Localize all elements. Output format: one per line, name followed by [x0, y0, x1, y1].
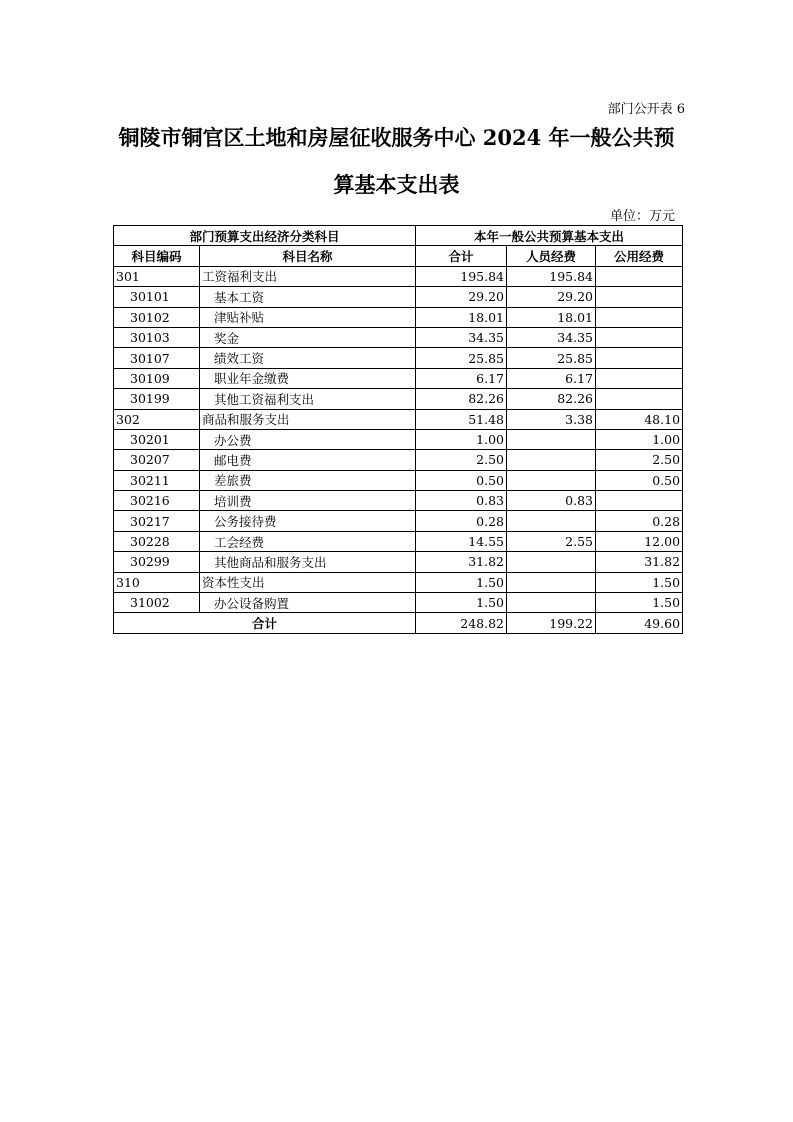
cell-public: 31.82	[596, 552, 683, 572]
cell-public: 1.00	[596, 429, 683, 449]
cell-total: 0.28	[416, 511, 507, 531]
table-row	[114, 348, 683, 368]
table-row	[114, 491, 683, 511]
cell-name: 工会经费	[200, 531, 416, 551]
cell-name: 差旅费	[200, 470, 416, 490]
table-row	[114, 572, 683, 592]
table-body	[114, 266, 683, 613]
cell-code: 30107	[114, 348, 200, 368]
header-group-right: 本年一般公共预算基本支出	[416, 226, 683, 246]
document-label: 部门公开表 6	[607, 102, 685, 117]
cell-public	[596, 389, 683, 409]
cell-name: 奖金	[200, 327, 416, 347]
cell-code: 302	[114, 409, 200, 429]
cell-total: 18.01	[416, 307, 507, 327]
table-row	[114, 287, 683, 307]
table-row	[114, 307, 683, 327]
table-row	[114, 531, 683, 551]
cell-personnel: 2.55	[507, 531, 596, 551]
table-row	[114, 327, 683, 347]
cell-personnel	[507, 429, 596, 449]
page-title-line2: 算基本支出表	[333, 172, 460, 197]
cell-total: 25.85	[416, 348, 507, 368]
cell-total: 82.26	[416, 389, 507, 409]
total-cell-total: 248.82	[416, 613, 507, 633]
cell-name: 办公费	[200, 429, 416, 449]
cell-code: 30201	[114, 429, 200, 449]
column-header-total: 合计	[416, 246, 507, 266]
cell-public	[596, 287, 683, 307]
cell-code: 30216	[114, 491, 200, 511]
column-header-public: 公用经费	[596, 246, 683, 266]
cell-name: 公务接待费	[200, 511, 416, 531]
table-row	[114, 409, 683, 429]
cell-total: 195.84	[416, 266, 507, 286]
cell-code: 30299	[114, 552, 200, 572]
column-header-code: 科目编码	[114, 246, 200, 266]
cell-total: 0.50	[416, 470, 507, 490]
cell-public: 1.50	[596, 572, 683, 592]
total-label: 合计	[114, 613, 416, 633]
cell-name: 邮电费	[200, 450, 416, 470]
total-cell-personnel: 199.22	[507, 613, 596, 633]
cell-code: 30103	[114, 327, 200, 347]
column-header-name: 科目名称	[200, 246, 416, 266]
cell-personnel: 34.35	[507, 327, 596, 347]
cell-code: 30207	[114, 450, 200, 470]
table-row	[114, 593, 683, 613]
cell-personnel: 0.83	[507, 491, 596, 511]
cell-code: 31002	[114, 593, 200, 613]
cell-personnel: 3.38	[507, 409, 596, 429]
cell-total: 1.00	[416, 429, 507, 449]
cell-public: 2.50	[596, 450, 683, 470]
cell-total: 14.55	[416, 531, 507, 551]
cell-code: 301	[114, 266, 200, 286]
cell-personnel	[507, 572, 596, 592]
cell-name: 津贴补贴	[200, 307, 416, 327]
table-row	[114, 450, 683, 470]
cell-personnel	[507, 593, 596, 613]
header-column-row	[114, 246, 683, 266]
cell-code: 30102	[114, 307, 200, 327]
cell-personnel: 29.20	[507, 287, 596, 307]
cell-personnel: 82.26	[507, 389, 596, 409]
header-group-row	[114, 226, 683, 246]
cell-public	[596, 327, 683, 347]
cell-public	[596, 348, 683, 368]
cell-total: 31.82	[416, 552, 507, 572]
cell-code: 30211	[114, 470, 200, 490]
cell-name: 培训费	[200, 491, 416, 511]
cell-name: 职业年金缴费	[200, 368, 416, 388]
cell-code: 30109	[114, 368, 200, 388]
cell-code: 30217	[114, 511, 200, 531]
cell-name: 商品和服务支出	[200, 409, 416, 429]
cell-personnel	[507, 470, 596, 490]
table-row	[114, 511, 683, 531]
cell-personnel	[507, 450, 596, 470]
header-group-left: 部门预算支出经济分类科目	[114, 226, 416, 246]
cell-name: 基本工资	[200, 287, 416, 307]
cell-name: 办公设备购置	[200, 593, 416, 613]
cell-total: 34.35	[416, 327, 507, 347]
cell-total: 0.83	[416, 491, 507, 511]
column-header-personnel: 人员经费	[507, 246, 596, 266]
cell-public: 12.00	[596, 531, 683, 551]
table-row	[114, 389, 683, 409]
table-row	[114, 368, 683, 388]
cell-code: 30228	[114, 531, 200, 551]
cell-personnel	[507, 511, 596, 531]
cell-total: 51.48	[416, 409, 507, 429]
cell-public	[596, 307, 683, 327]
cell-total: 1.50	[416, 593, 507, 613]
total-row	[114, 613, 683, 633]
cell-name: 工资福利支出	[200, 266, 416, 286]
cell-personnel	[507, 552, 596, 572]
unit-label: 单位：万元	[609, 209, 675, 224]
cell-public	[596, 266, 683, 286]
cell-public: 1.50	[596, 593, 683, 613]
cell-name: 资本性支出	[200, 572, 416, 592]
cell-personnel: 195.84	[507, 266, 596, 286]
total-cell-public: 49.60	[596, 613, 683, 633]
cell-code: 30101	[114, 287, 200, 307]
cell-code: 310	[114, 572, 200, 592]
cell-public: 48.10	[596, 409, 683, 429]
cell-personnel: 18.01	[507, 307, 596, 327]
cell-personnel: 6.17	[507, 368, 596, 388]
cell-public	[596, 368, 683, 388]
table-row	[114, 552, 683, 572]
table-row	[114, 429, 683, 449]
cell-name: 其他工资福利支出	[200, 389, 416, 409]
cell-code: 30199	[114, 389, 200, 409]
cell-total: 29.20	[416, 287, 507, 307]
page-title-line1: 铜陵市铜官区土地和房屋征收服务中心 2024 年一般公共预	[118, 125, 675, 150]
cell-total: 6.17	[416, 368, 507, 388]
cell-public: 0.28	[596, 511, 683, 531]
table-row	[114, 266, 683, 286]
budget-table	[113, 225, 683, 634]
table-row	[114, 470, 683, 490]
cell-personnel: 25.85	[507, 348, 596, 368]
cell-name: 其他商品和服务支出	[200, 552, 416, 572]
cell-name: 绩效工资	[200, 348, 416, 368]
cell-public: 0.50	[596, 470, 683, 490]
cell-public	[596, 491, 683, 511]
cell-total: 2.50	[416, 450, 507, 470]
cell-total: 1.50	[416, 572, 507, 592]
